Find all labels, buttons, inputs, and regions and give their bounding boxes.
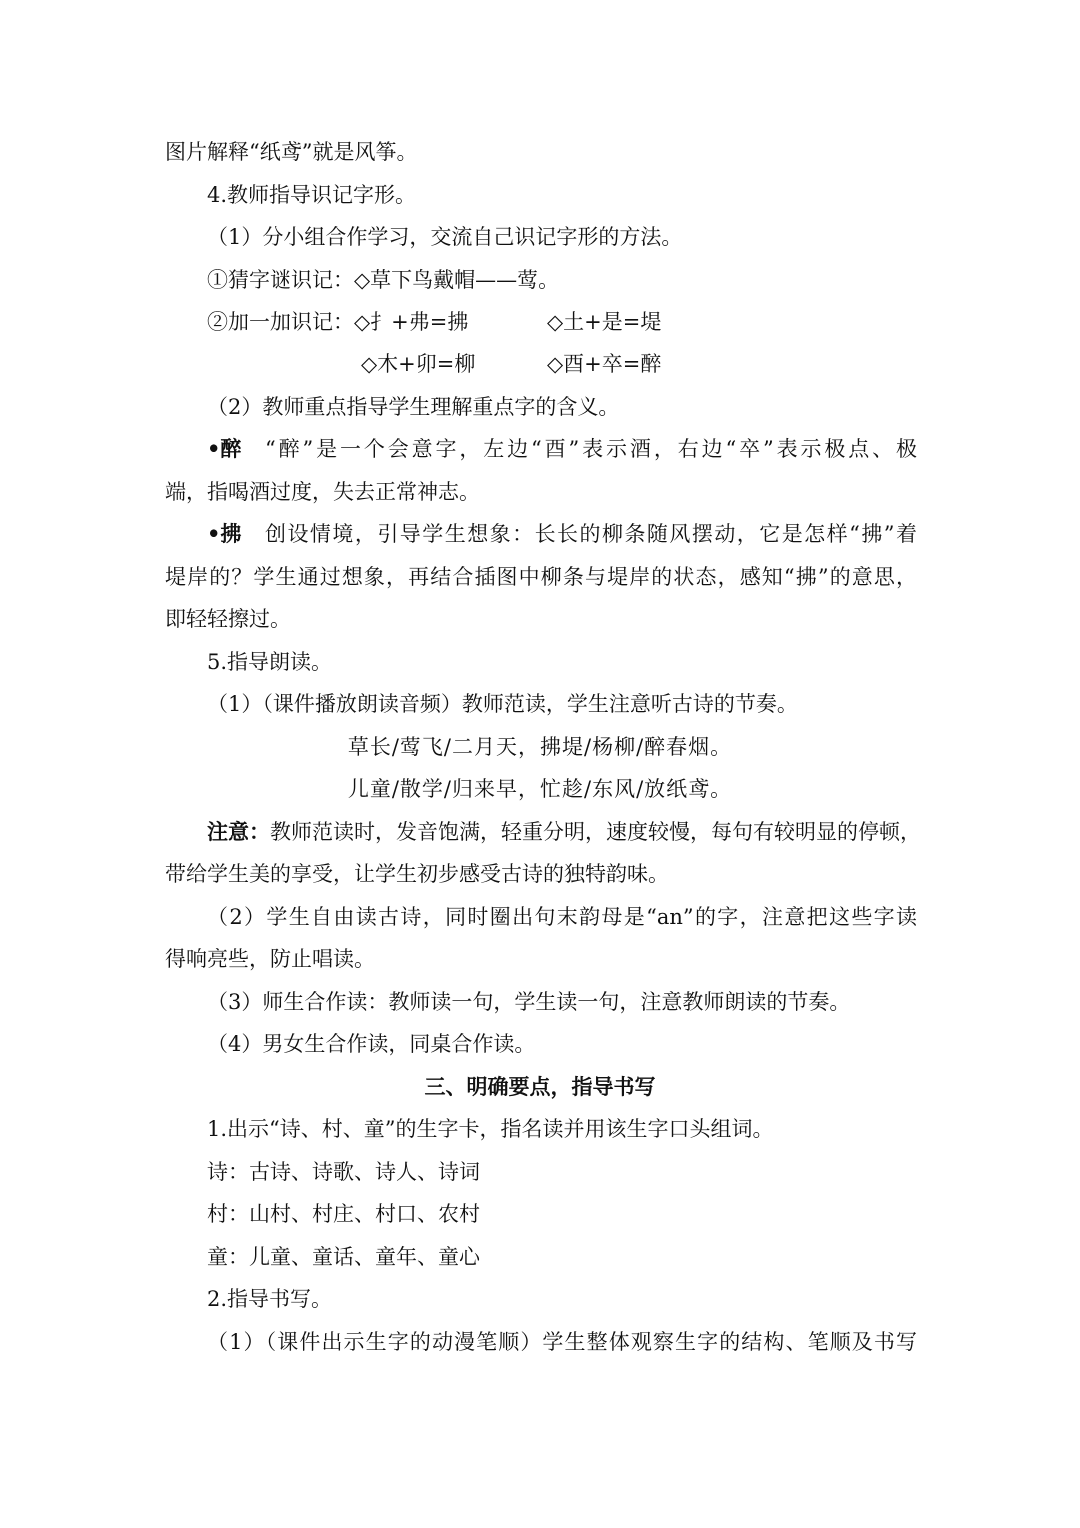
char-formula: ◇木+卯=柳 <box>361 352 476 376</box>
paragraph-line: （1）（课件出示生字的动漫笔顺）学生整体观察生字的结构、笔顺及书写 <box>207 1330 917 1354</box>
section-item-5: 5.指导朗读。 <box>207 650 333 674</box>
word-group-tong: 童：儿童、童话、童年、童心 <box>207 1245 480 1269</box>
paragraph-line: 图片解释“纸鸢”就是风筝。 <box>165 140 418 164</box>
char-formula: ②加一加识记：◇扌+弗=拂 <box>207 310 469 334</box>
word-group-cun: 村：山村、村庄、村口、农村 <box>207 1202 480 1226</box>
riddle-line: ①猜字谜识记：◇草下鸟戴帽——莺。 <box>207 268 560 292</box>
section-heading: 三、明确要点，指导书写 <box>424 1074 656 1099</box>
poem-line-1: 草长/莺飞/二月天，拂堤/杨柳/醉春烟。 <box>347 735 733 759</box>
paragraph-line: 堤岸的？学生通过想象，再结合插图中柳条与堤岸的状态，感知“拂”的意思， <box>165 565 917 589</box>
paragraph-line: （4）男女生合作读，同桌合作读。 <box>207 1032 536 1056</box>
add-method-row-2 <box>361 349 917 379</box>
section-item-4: 4.教师指导识记字形。 <box>207 183 417 207</box>
note-line <box>207 817 921 847</box>
char-explain-fu <box>207 519 917 549</box>
char-formula: ◇酉+卒=醉 <box>547 352 662 376</box>
char-formula: ◇土+是=堤 <box>547 310 662 334</box>
poem-line-2: 儿童/散学/归来早，忙趁/东风/放纸鸢。 <box>347 777 733 801</box>
add-method-row-1 <box>207 307 917 337</box>
paragraph-line: （2）学生自由读古诗，同时圈出句末韵母是“an”的字，注意把这些字读 <box>207 905 917 929</box>
paragraph-line: 1.出示“诗、村、童”的生字卡，指名读并用该生字口头组词。 <box>207 1117 774 1141</box>
char-explain-zui <box>207 434 917 464</box>
paragraph-line: （3）师生合作读：教师读一句，学生读一句，注意教师朗读的节奏。 <box>207 990 851 1014</box>
char-explain-text: 创设情境，引导学生想象：长长的柳条随风摆动，它是怎样“拂”着 <box>265 522 917 546</box>
char-heading: •拂 <box>207 521 242 546</box>
paragraph-line: 得响亮些，防止唱读。 <box>165 947 375 971</box>
paragraph-line: 即轻轻擦过。 <box>165 607 291 631</box>
char-heading: •醉 <box>207 436 242 461</box>
paragraph-line: （2）教师重点指导学生理解重点字的含义。 <box>207 395 620 419</box>
paragraph-line: 端，指喝酒过度，失去正常神志。 <box>165 480 480 504</box>
paragraph-line: （1）（课件播放朗读音频）教师范读，学生注意听古诗的节奏。 <box>207 692 798 716</box>
note-label: 注意： <box>207 819 270 844</box>
paragraph-line: 带给学生美的享受，让学生初步感受古诗的独特韵味。 <box>165 862 669 886</box>
word-group-shi: 诗：古诗、诗歌、诗人、诗词 <box>207 1160 480 1184</box>
char-explain-text: “醉”是一个会意字，左边“酉”表示酒，右边“卒”表示极点、极 <box>265 437 917 461</box>
note-text: 教师范读时，发音饱满，轻重分明，速度较慢，每句有较明显的停顿， <box>270 820 921 844</box>
section-item-2: 2.指导书写。 <box>207 1287 333 1311</box>
paragraph-line: （1）分小组合作学习，交流自己识记字形的方法。 <box>207 225 683 249</box>
